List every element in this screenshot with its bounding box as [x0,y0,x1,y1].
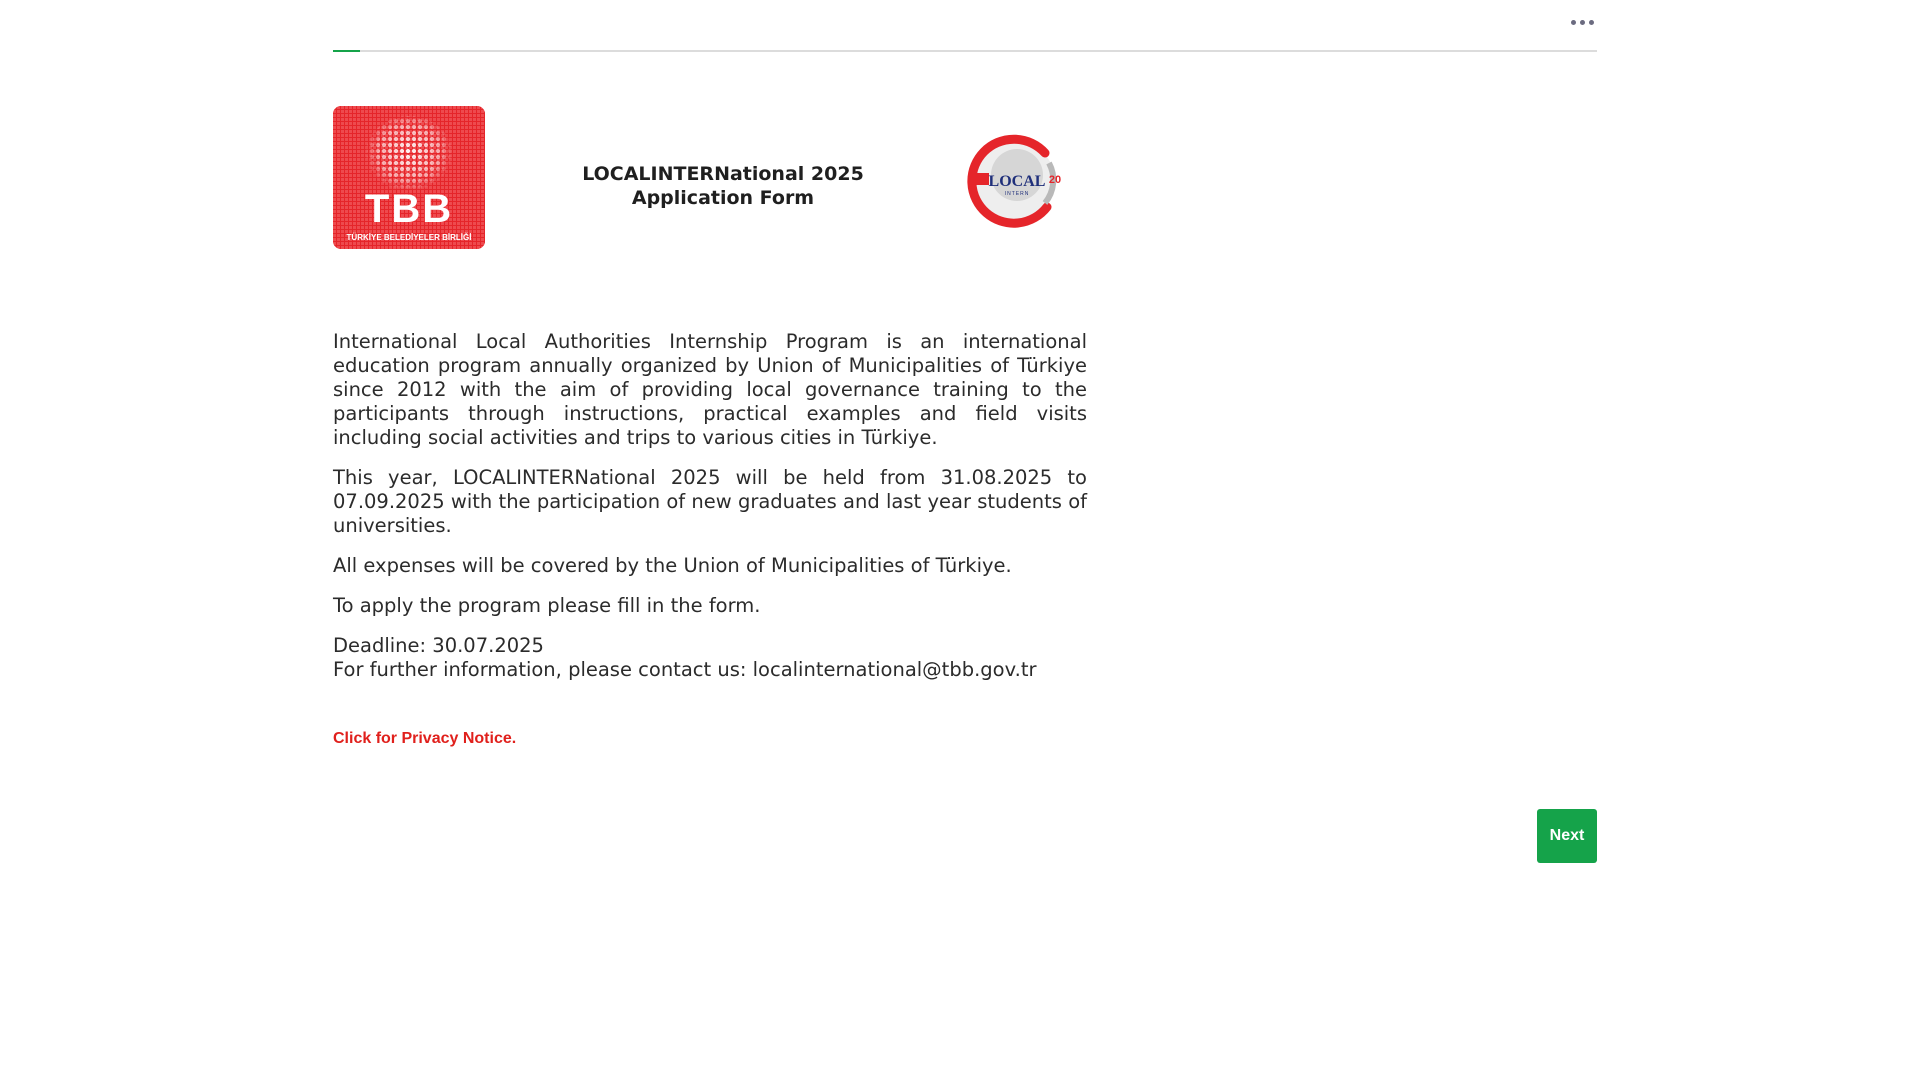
form-title: LOCALINTERNational 2025 Application Form [582,163,864,209]
description-paragraph: To apply the program please fill in the form. [333,594,761,617]
privacy-notice-link[interactable]: Click for Privacy Notice. [333,730,517,747]
contact-text: For further information, please contact us: localinternational@tbb.gov.tr [333,658,1037,681]
tbb-logo [333,106,485,249]
localintern-logo [965,131,1065,231]
localintern-logo-year: 20 [1048,174,1062,186]
progress-fill [333,50,360,52]
description-paragraph: This year, LOCALINTERNational 2025 will be held from 31.08.2025 to 07.09.2025 with the participation of new graduates and last year students of universities. [333,466,1087,537]
description-paragraph: All expenses will be covered by the Union of Municipalities of Türkiye. [333,554,1012,577]
more-horizontal-icon[interactable] [1567,14,1597,30]
form-header [333,106,1093,252]
localintern-logo-text: LOCAL [988,173,1046,190]
form-top-bar [333,0,1597,52]
deadline-text: Deadline: 30.07.2025 [333,634,544,657]
localintern-logo-sub: INTERN [1004,191,1030,197]
tbb-logo-subtitle: TÜRKİYE BELEDİYELER BİRLİĞİ [346,233,472,242]
progress-track [333,50,1597,52]
next-button[interactable]: Next [1537,809,1597,863]
program-description [333,330,1087,682]
description-paragraph: International Local Authorities Internship Program is an international education program annually organized by Union of Municipalities of Türkiye since 2012 with the aim of providing local governance training to the participants through instructions, practical examples and field visits including social activities and trips to various cities in Türkiye. [333,330,1087,449]
tbb-logo-text: TBB [364,187,454,231]
